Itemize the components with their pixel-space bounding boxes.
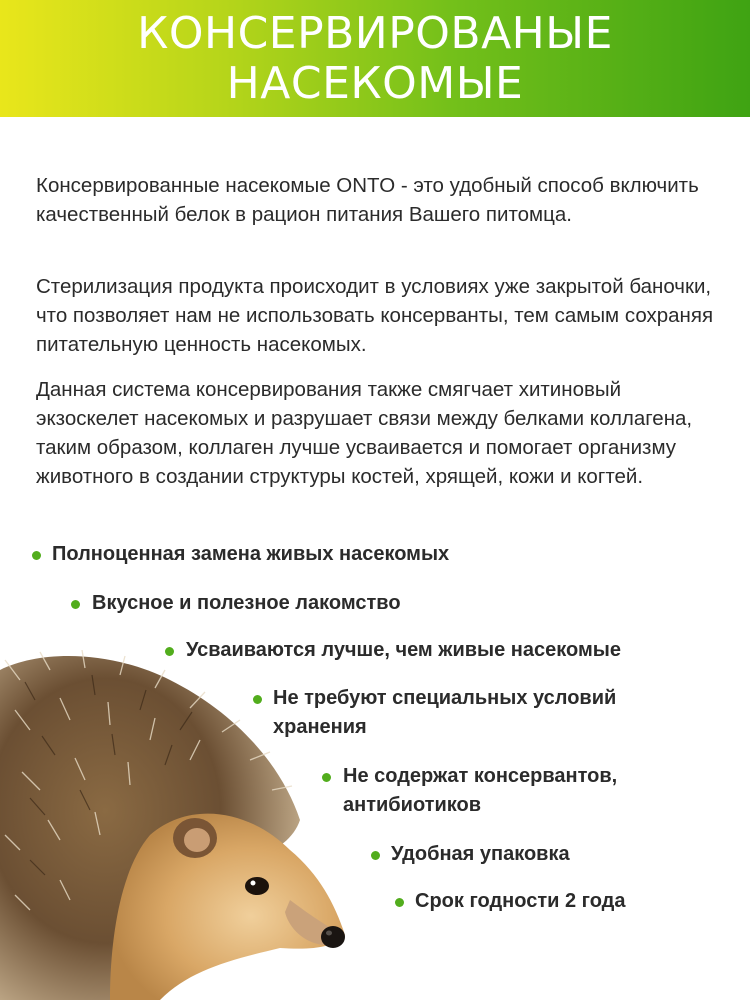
bullet-dot <box>32 551 41 560</box>
bullet-dot <box>71 600 80 609</box>
benefit-no-preservatives: Не содержат консервантов, антибиотиков <box>343 765 618 816</box>
title-banner <box>0 0 750 117</box>
title-line-2: НАСЕКОМЫЕ <box>226 57 524 109</box>
benefit-replacement: Полноценная замена живых насекомых <box>52 543 450 565</box>
benefit-tasty: Вкусное и полезное лакомство <box>92 592 401 614</box>
benefit-storage: Не требуют специальных условий хранения <box>273 687 617 738</box>
benefit-packaging: Удобная упаковка <box>391 843 570 865</box>
bullet-dot <box>322 773 331 782</box>
intro-paragraph: Консервированные насекомые ONTO - это удобный способ включить качественный белок в рацион питания Вашего питомца. <box>36 174 699 226</box>
bullet-dot <box>253 695 262 704</box>
sterilization-paragraph: Стерилизация продукта происходит в условиях уже закрытой баночки, что позволяет нам не использовать консерванты, тем самым сохраняя питательную ценность насекомых. <box>36 275 714 356</box>
bullet-dot <box>395 898 404 907</box>
title-line-1: КОНСЕРВИРОВАНЫЕ <box>137 7 613 59</box>
benefit-digestible: Усваиваются лучше, чем живые насекомые <box>186 639 621 661</box>
bullet-dot <box>165 647 174 656</box>
collagen-paragraph: Данная система консервирования также смягчает хитиновый экзоскелет насекомых и разрушает связи между белками коллагена, таким образом, коллаген лучше усваивается и помогает организму животного в создании структуры костей, хрящей, кожи и когтей. <box>36 378 693 488</box>
benefit-shelf-life: Срок годности 2 года <box>415 890 626 912</box>
bullet-dot <box>371 851 380 860</box>
